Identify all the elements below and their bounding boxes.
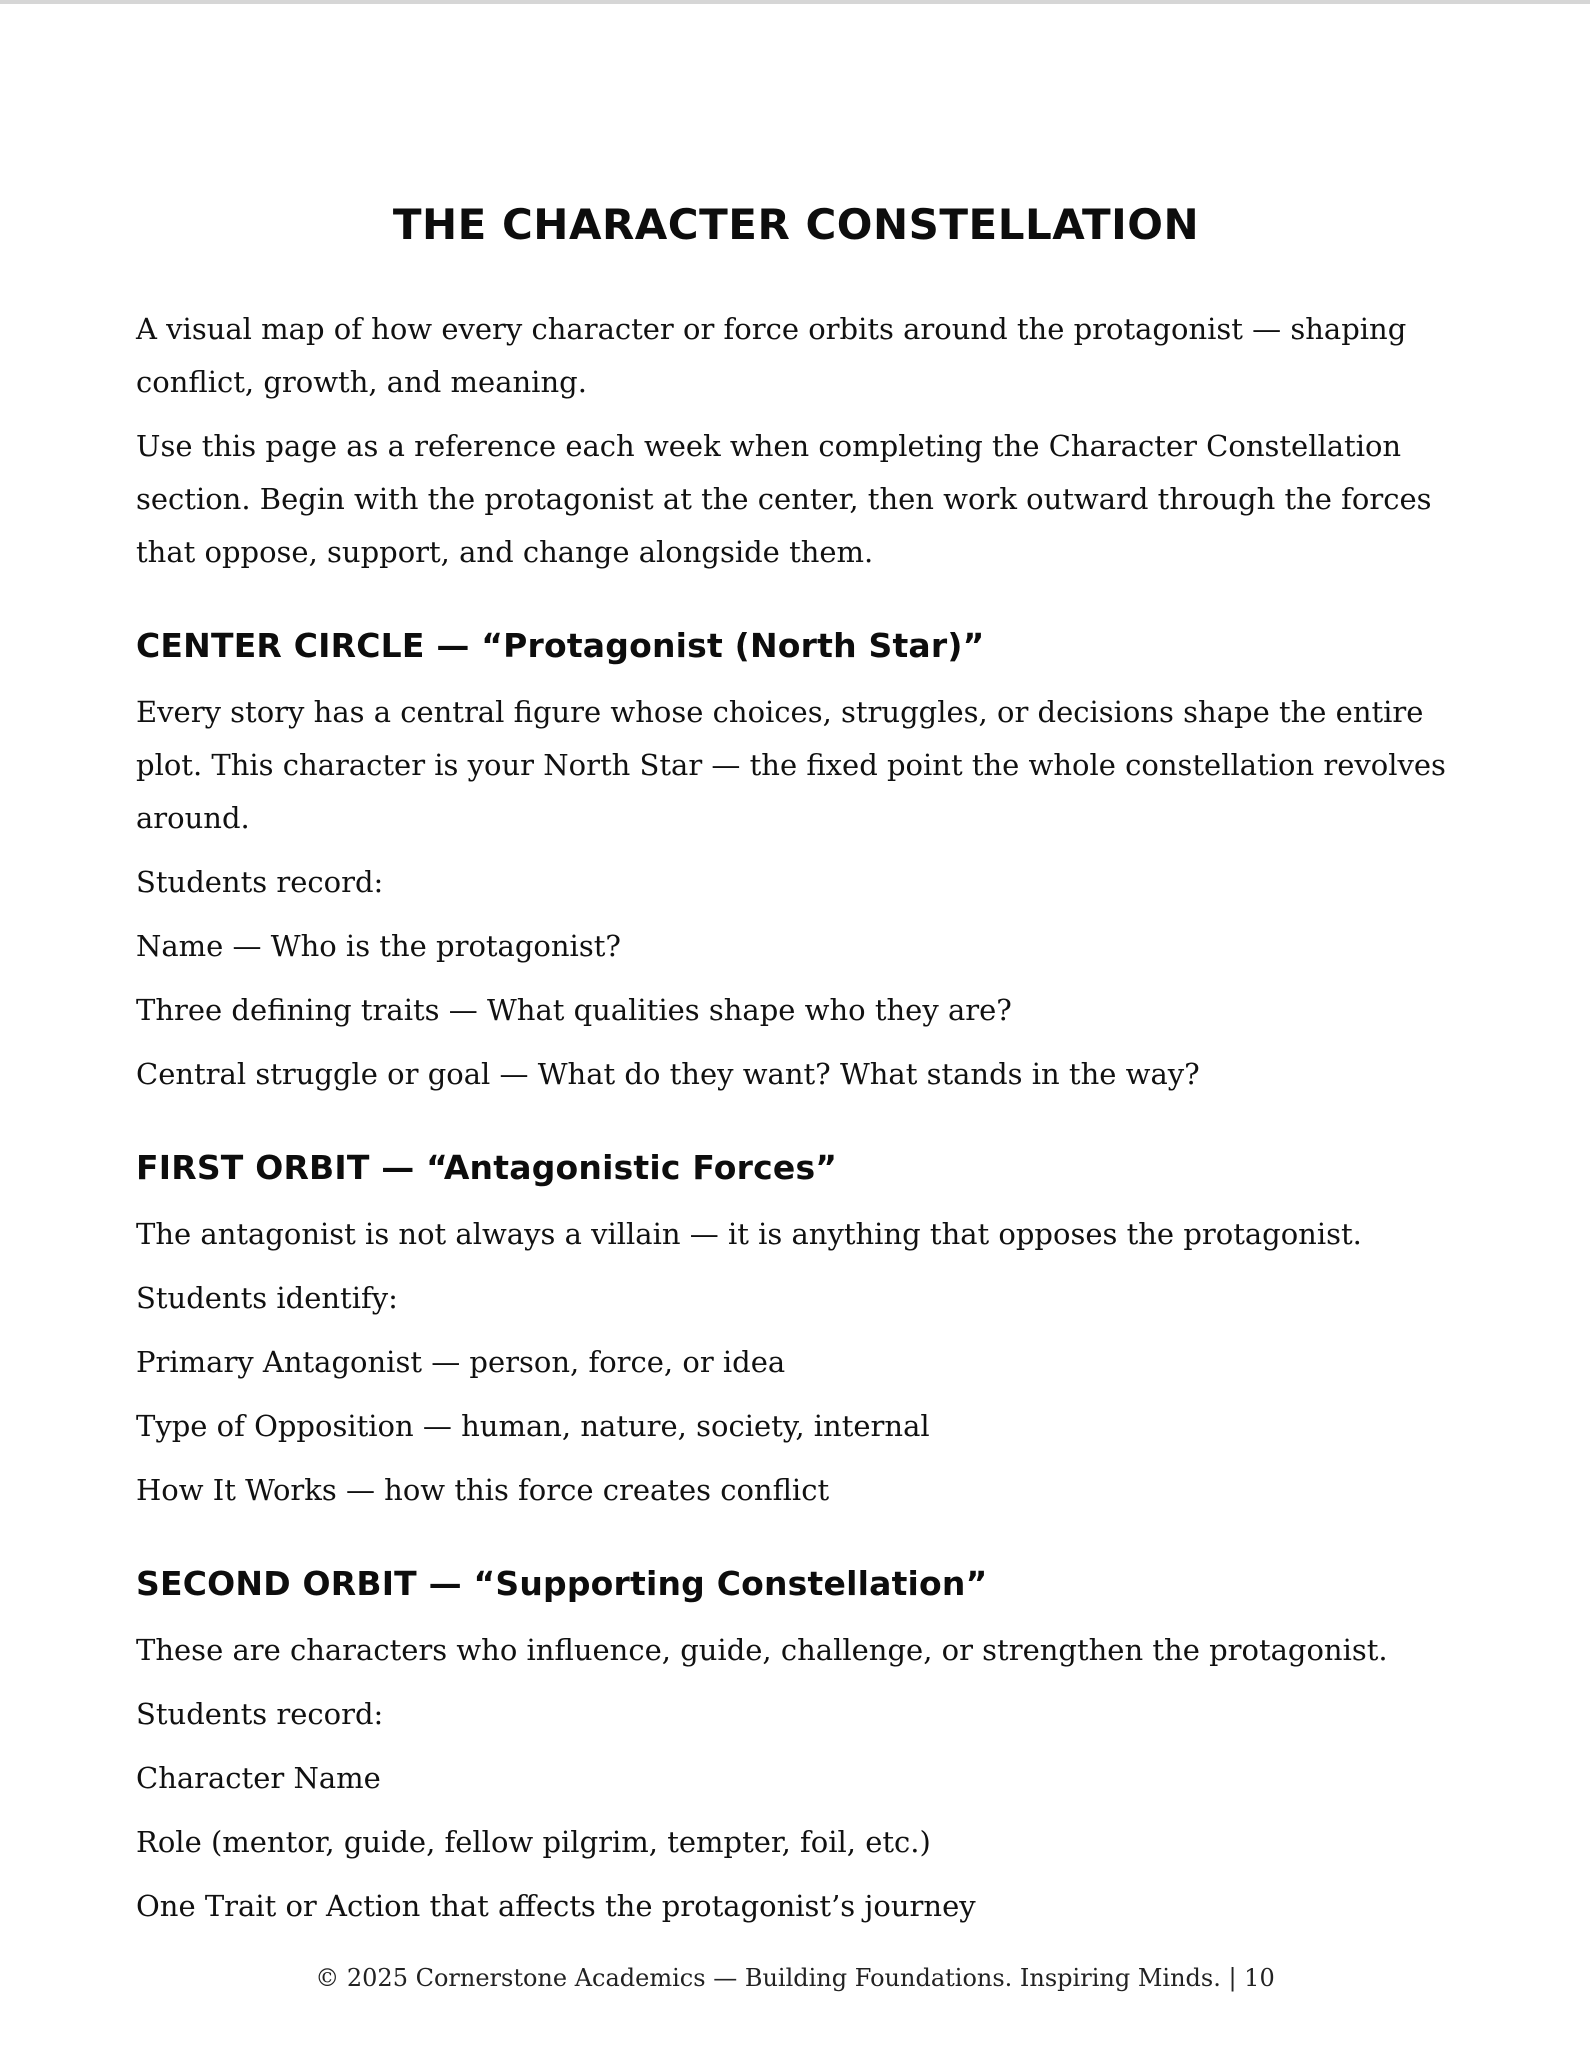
section-prompt: Students record: bbox=[136, 865, 384, 899]
section-first-orbit bbox=[136, 1140, 1456, 1517]
document-page bbox=[136, 195, 1456, 1944]
section-item: Three defining traits — What qualities shape who they are? bbox=[136, 993, 1012, 1027]
section-item: Primary Antagonist — person, force, or idea bbox=[136, 1345, 786, 1379]
section-item: One Trait or Action that affects the protagonist’s journey bbox=[136, 1889, 976, 1923]
page-title: THE CHARACTER CONSTELLATION bbox=[392, 200, 1200, 249]
section-description: These are characters who influence, guide, challenge, or strengthen the protagonist. bbox=[136, 1633, 1388, 1667]
section-prompt: Students identify: bbox=[136, 1281, 398, 1315]
page-footer: © 2025 Cornerstone Academics — Building Foundations. Inspiring Minds. | 10 bbox=[315, 1964, 1275, 1992]
section-description: The antagonist is not always a villain — it is anything that opposes the protagonist. bbox=[136, 1217, 1362, 1251]
section-prompt: Students record: bbox=[136, 1697, 384, 1731]
section-item: How It Works — how this force creates conflict bbox=[136, 1473, 830, 1507]
section-heading: SECOND ORBIT — “Supporting Constellation” bbox=[136, 1564, 988, 1603]
intro-paragraph: Use this page as a reference each week when completing the Character Constellation section. Begin with the protagonist at the center, then work outward through the forces that oppose, support, and change alongside them. bbox=[136, 429, 1432, 569]
section-item: Character Name bbox=[136, 1761, 381, 1795]
section-item: Central struggle or goal — What do they want? What stands in the way? bbox=[136, 1057, 1200, 1091]
section-item: Type of Opposition — human, nature, society, internal bbox=[136, 1409, 930, 1443]
section-second-orbit bbox=[136, 1556, 1456, 1933]
section-heading: CENTER CIRCLE — “Protagonist (North Star)” bbox=[136, 626, 985, 665]
section-item: Name — Who is the protagonist? bbox=[136, 929, 621, 963]
top-rule bbox=[0, 0, 1590, 4]
intro-paragraph: A visual map of how every character or force orbits around the protagonist — shaping conflict, growth, and meaning. bbox=[136, 312, 1407, 399]
section-center-circle bbox=[136, 618, 1456, 1101]
section-heading: FIRST ORBIT — “Antagonistic Forces” bbox=[136, 1148, 838, 1187]
section-description: Every story has a central figure whose choices, struggles, or decisions shape the entire plot. This character is your North Star — the fixed point the whole constellation revolves around. bbox=[136, 695, 1446, 835]
section-item: Role (mentor, guide, fellow pilgrim, tempter, foil, etc.) bbox=[136, 1825, 931, 1859]
intro bbox=[136, 303, 1456, 579]
